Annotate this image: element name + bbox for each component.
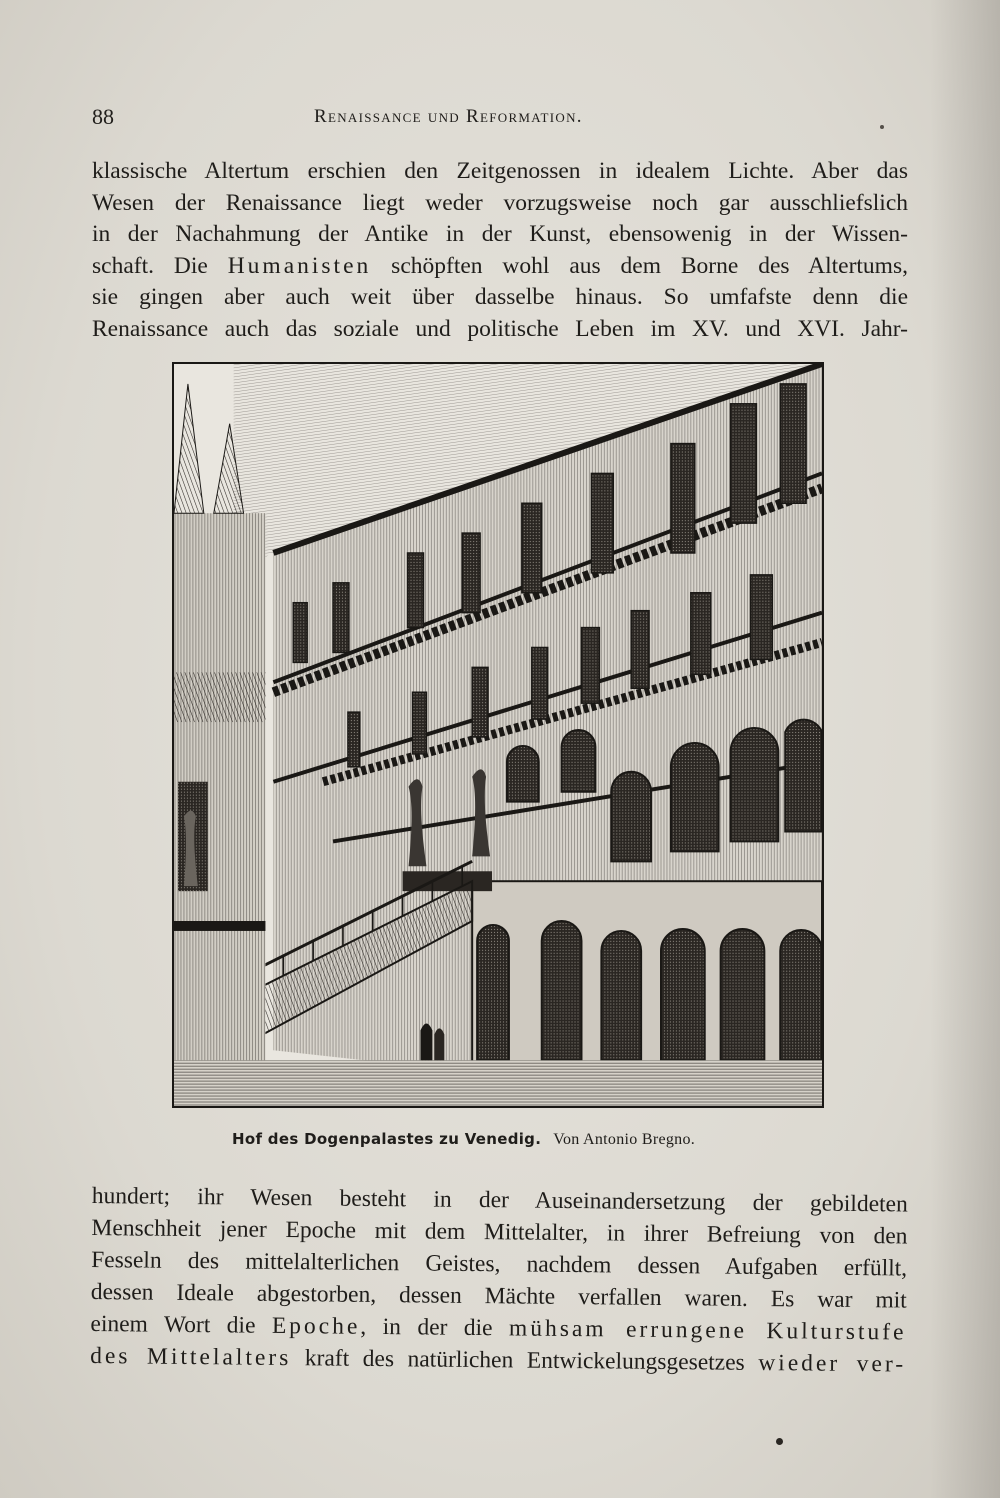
paragraph-top — [92, 156, 908, 345]
text-line: Wesen der Renaissance liegt weder vorzugsweise noch gar ausschliefslich — [92, 189, 908, 216]
text-line: klassische Altertum erschien den Zeitgenossen in idealem Lichte. Aber das — [92, 158, 908, 184]
text-run: schöpften wohl aus dem Borne des Altertums, — [371, 252, 908, 279]
figure-caption — [232, 1130, 792, 1149]
emphasized-phrase: mühsam errungene Kulturstufe — [508, 1315, 907, 1346]
page-number: 88 — [92, 104, 114, 129]
paragraph-bottom — [90, 1180, 908, 1381]
running-title: Renaissance und Reformation. — [314, 106, 583, 127]
text-run: einem Wort die — [90, 1310, 273, 1339]
text-line: Renaissance auch das soziale und politische Leben im XV. und XVI. Jahr- — [92, 315, 908, 342]
emphasized-phrase: des Mittelalters — [90, 1342, 292, 1372]
page-edge-shadow — [930, 0, 1000, 1498]
text-run: , in der die — [360, 1313, 510, 1342]
text-run: schaft. Die — [92, 252, 228, 279]
ink-speck — [776, 1438, 783, 1445]
engraving-illustration — [172, 362, 824, 1108]
text-line: Fesseln des mittelalterlichen Geistes, nachdem dessen Aufgaben erfüllt, — [91, 1246, 908, 1282]
emphasized-word: Humanisten — [227, 252, 372, 279]
caption-author: Von Antonio Bregno. — [553, 1131, 696, 1148]
text-run: kraft des natürlichen Entwickelungsgesetzes — [291, 1345, 759, 1376]
text-line: dessen Ideale abgestorben, dessen Mächte verfallen waren. Es war mit — [90, 1278, 907, 1314]
text-line: sie gingen aber auch weit über dasselbe hinaus. So umfafste denn die — [92, 284, 908, 310]
text-line — [92, 251, 908, 283]
text-line: Menschheit jener Epoche mit dem Mittelalter, in ihrer Befreiung von den — [91, 1214, 908, 1250]
emphasized-word: wieder ver- — [758, 1349, 907, 1378]
courtyard-engraving — [174, 364, 822, 1106]
emphasized-word: Epoche — [271, 1312, 361, 1340]
text-line: hundert; ihr Wesen besteht in der Auseinandersetzung der gebildeten — [91, 1182, 908, 1218]
caption-title: Hof des Dogenpalastes zu Venedig. — [232, 1130, 542, 1148]
running-header — [92, 100, 912, 130]
text-line: in der Nachahmung der Antike in der Kunst, ebensowenig in der Wissen- — [92, 221, 908, 247]
